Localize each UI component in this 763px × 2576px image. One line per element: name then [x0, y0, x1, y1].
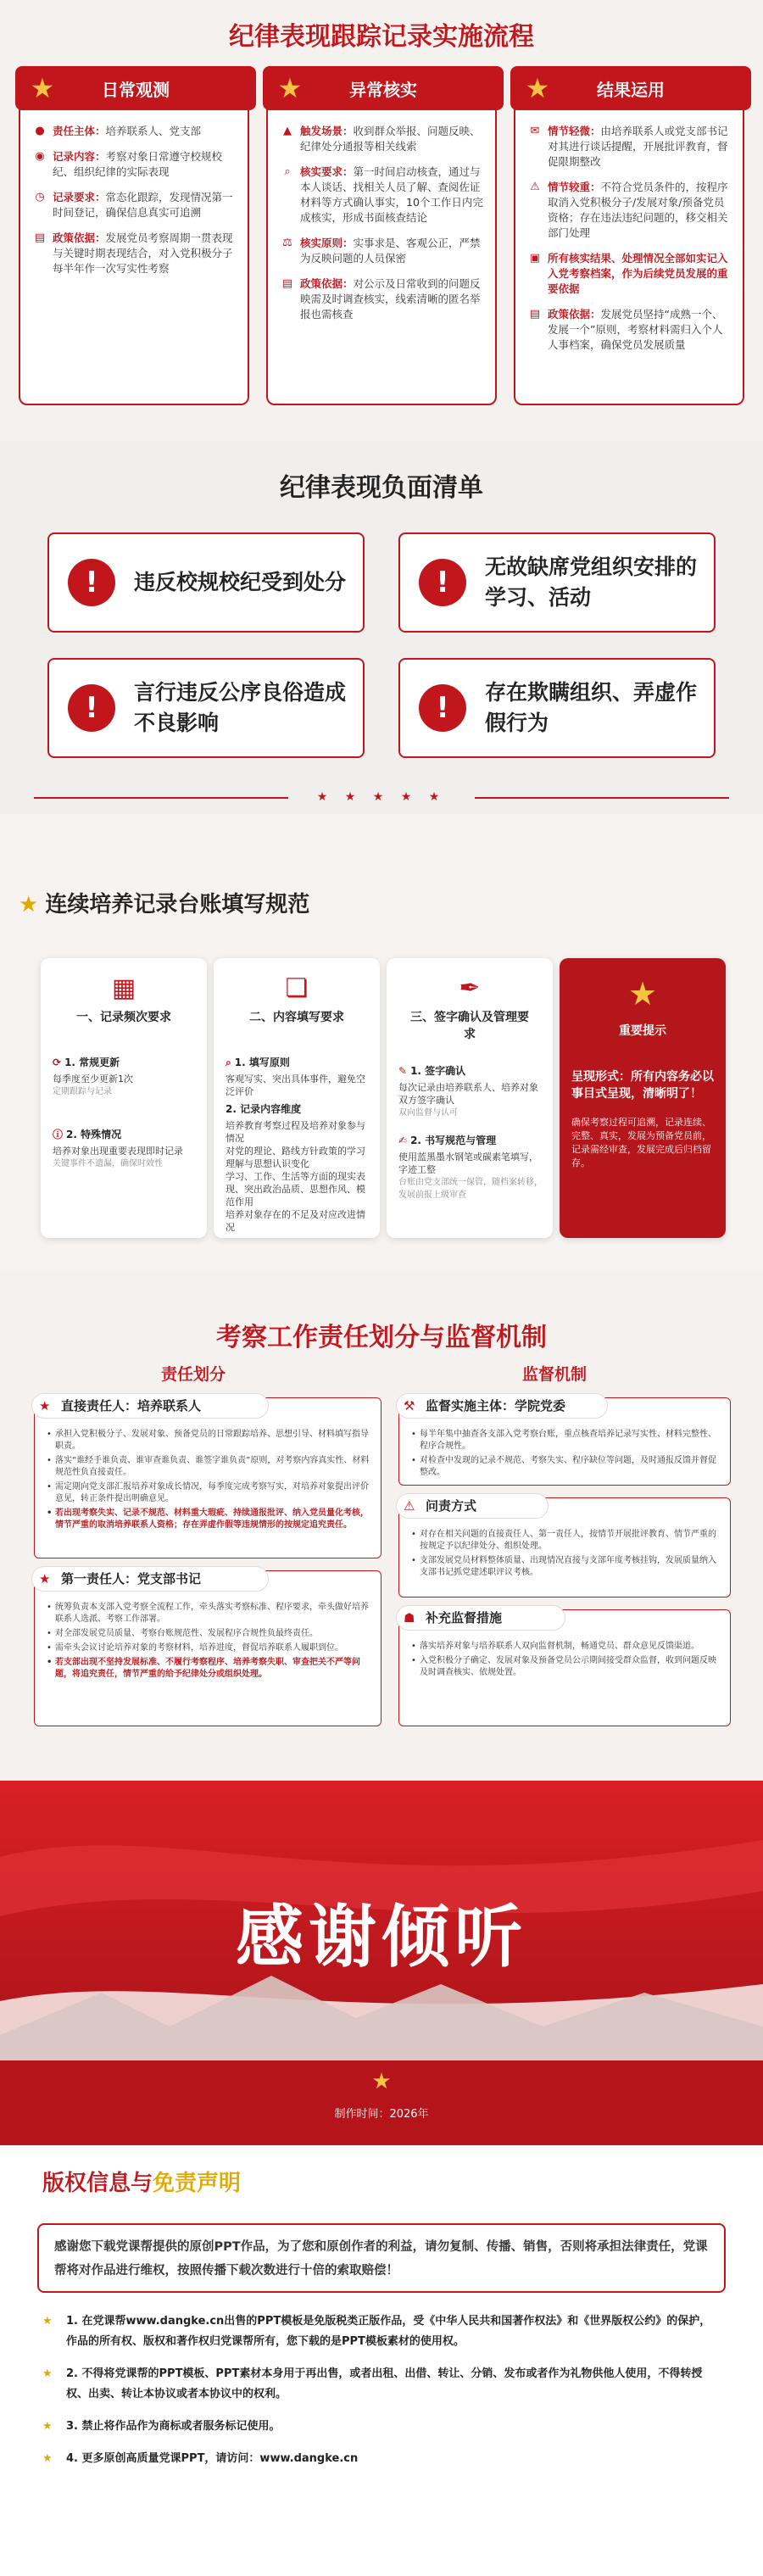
- column-anomaly-verify: [266, 66, 497, 405]
- star-icon: ★: [525, 72, 550, 104]
- refresh-icon: ⟳: [53, 1057, 62, 1068]
- list-item: • 落实培养对象与培养联系人双向监督机制，畅通党员、群众意见反馈渠道。: [411, 1641, 723, 1653]
- write-icon: ✍: [398, 1135, 408, 1146]
- column-head: ★ 结果运用: [510, 66, 751, 110]
- list-item: ★ 4. 更多原创高质量党课PPT，请访问：www.dangke.cn: [42, 2449, 721, 2469]
- process-section: [0, 0, 763, 441]
- star-icon: ★: [371, 2069, 392, 2094]
- copyright-section: [0, 2145, 763, 2576]
- panel-first-responsible: ★ 第一责任人：党支部书记 • 统筹负责本支部入党考察全流程工作，牵头落实考察标准、程序要求，牵头做好培养联系人选派、考察工作部署。 • 对全部发展党员质量、考察台账规范性、发展程序合规性负最终责任。 • 需牵头会议讨论培养对象的考察材料，培养进度，督促培养联系人履职到位。 • 若支部出现不坚持发展标准、不履行考察程序、培养考察失职、审查把关不严等问题，将追究责任，情节严重的给予纪律处分或组织处理。: [34, 1570, 382, 1726]
- responsibility-title: 考察工作责任划分与监督机制: [216, 1323, 547, 1352]
- list-item: • 每半年集中抽查各支部入党考察台账，重点核查培养记录写实性、材料完整性、程序合规性。: [411, 1429, 723, 1452]
- copyright-title: 版权信息与免责声明: [42, 2171, 242, 2196]
- list-item: • 入党积极分子确定、发展对象及预备党员公示期间接受群众监督，收到问题反映及时调查核实、依规处置。: [411, 1655, 723, 1679]
- list-item: • 对全部发展党员质量、考察台账规范性、发展程序合规性负最终责任。: [47, 1628, 374, 1640]
- card-title: 一、记录频次要求: [76, 1011, 171, 1024]
- negative-item: ! 违反校规校纪受到处分: [47, 532, 365, 633]
- calendar-icon: ▦: [111, 973, 136, 1003]
- star-icon: ★: [42, 2452, 53, 2465]
- process-title: 纪律表现跟踪记录实施流程: [229, 22, 534, 52]
- negative-item: ! 存在欺瞒组织、弄虚作假行为: [398, 658, 716, 758]
- chat-icon: ✉: [530, 125, 540, 137]
- star-icon: ★: [30, 72, 55, 104]
- star-icon: ★: [42, 2367, 53, 2380]
- exclamation-icon: !: [419, 684, 466, 732]
- list-item: ★ 2. 不得将党课帮的PPT模板、PPT素材本身用于再出售，或者出租、出借、转让、分销、发布或者作为礼物供他人使用，不得转授权、出卖、转让本协议或者本协议中的权利。: [42, 2364, 721, 2405]
- divider: [475, 797, 729, 799]
- star-icon: ★: [39, 1571, 51, 1586]
- warning-icon: ⚠: [404, 1498, 415, 1514]
- document-icon: ▤: [34, 231, 46, 244]
- ledger-title: ★ 连续培养记录台账填写规范: [19, 892, 310, 917]
- card-frequency: ▦ 一、记录频次要求 ⟳ 1. 常规更新 每季度至少更新1次 定期跟踪与记录 ⓘ 2. 特殊情况 培养对象出现重要表现即时记录 关键事件不遗漏，确保时效性: [41, 958, 207, 1238]
- column-result-usage: [514, 66, 744, 405]
- list-item: • 对存在相关问题的直接责任人、第一责任人，按情节开展批评教育、情节严重的按规定予以纪律处分、组织处理。: [411, 1529, 723, 1553]
- exclamation-icon: !: [419, 559, 466, 606]
- exclamation-icon: !: [68, 684, 115, 732]
- panel-accountability: ⚠ 问责方式 • 对存在相关问题的直接责任人、第一责任人，按情节开展批评教育、情节严重的按规定予以纪律处分、组织处理。 • 支部发展党员材料整体质量、出现情况直接与支部年度考核挂钩，发展质量纳入支部书记抓党建述职评议考核。: [398, 1497, 731, 1597]
- list-item: ▲ 触发场景：收到群众举报、问题反映、纪律处分通报等相关线索: [280, 124, 485, 154]
- alert-icon: ⓘ: [53, 1129, 64, 1140]
- list-item: • 承担入党积极分子、发展对象、预备党员的日常跟踪培养、思想引导、材料填写指导职责。: [47, 1429, 374, 1452]
- thanks-title: 感谢倾听: [236, 1898, 527, 1977]
- list-item: ▤ 政策依据：发展党员坚持“成熟一个、发展一个”原则，考察材料需归入个人人事档案，确保党员发展质量: [527, 307, 732, 353]
- pen-icon: ✎: [398, 1065, 408, 1077]
- list-item: • 若出现考察失实、记录不规范、材料重大瑕疵、持续通报批评、纳入党员量化考核，情节严重的取消培养联系人资格；存在弄虚作假等违规情形的按规定追究责任。: [47, 1508, 374, 1531]
- star-icon: ★: [277, 72, 303, 104]
- negative-list-section: [0, 441, 763, 814]
- ledger-section: [0, 814, 763, 1272]
- star-icon: ★: [627, 975, 658, 1012]
- column-head: ★ 异常核实: [263, 66, 504, 110]
- gavel-icon: ⚒: [404, 1398, 415, 1413]
- list-item: ★ 1. 在党课帮www.dangke.cn出售的PPT模板是免版税类正版作品，受《中华人民共和国著作权法》和《世界版权公约》的保护，作品的所有权、版权和著作权归党课帮所有，您下载的是PPT模板素材的使用权。: [42, 2311, 721, 2352]
- list-item: • 需牵头会议讨论培养对象的考察材料，培养进度，督促培养联系人履职到位。: [47, 1642, 374, 1654]
- list-item: ⚖ 核实原则：实事求是、客观公正，严禁为反映问题的人员保密: [280, 236, 485, 266]
- card-signature: ✒ 三、签字确认及管理要求 ✎ 1. 签字确认 每次记录由培养联系人、培养对象双方签字确认 双向监督与认可 ✍ 2. 书写规范与管理 使用蓝黑墨水钢笔或碳素笔填写，字迹工整 台账由党支部统一保管，随档案转移，发展前报上级审查: [387, 958, 553, 1238]
- eye-icon: ◉: [35, 150, 45, 163]
- card-title: 三、签字确认及管理要求: [410, 1011, 529, 1041]
- search-icon: ⌕: [284, 165, 291, 178]
- list-item: ⚠ 情节较重：不符合党员条件的，按程序取消入党积极分子/发展对象/预备党员资格；存在违法违纪问题的，移交相关部门处理: [527, 180, 732, 241]
- thanks-section: [0, 1781, 763, 2145]
- made-time: 制作时间：2026年: [334, 2108, 429, 2121]
- list-item: • 对检查中发现的记录不规范、考察失实、程序缺位等问题，及时通报反馈并督促整改。: [411, 1455, 723, 1479]
- star-icon: ★: [42, 2420, 53, 2433]
- scale-icon: ⚖: [282, 237, 292, 249]
- star-icon: ★: [42, 2315, 53, 2328]
- panel-supplement: ☗ 补充监督措施 • 落实培养对象与培养联系人双向监督机制，畅通党员、群众意见反馈渠道。 • 入党积极分子确定、发展对象及预备党员公示期间接受群众监督，收到问题反映及时调查核实、依规处置。: [398, 1609, 731, 1726]
- people-icon: ☗: [404, 1610, 415, 1625]
- column-daily-observe: [19, 66, 249, 405]
- panel-direct-responsible: ★ 直接责任人：培养联系人 • 承担入党积极分子、发展对象、预备党员的日常跟踪培养、思想引导、材料填写指导职责。 • 落实“谁经手谁负责、谁审查谁负责、谁签字谁负责”原则，对考察内容真实性、材料规范性负直接责任。 • 需定期向党支部汇报培养对象成长情况，每季度完成考察写实，对培养对象提出评价意见，转正条件提出明确意见。 • 若出现考察失实、记录不规范、材料重大瑕疵、持续通报批评、纳入党员量化考核，情节严重的取消培养联系人资格；存在弄虚作假等违规情形的按规定追究责任。: [34, 1397, 382, 1558]
- list-item: • 落实“谁经手谁负责、谁审查谁负责、谁签字谁负责”原则，对考察内容真实性、材料规范性负直接责任。: [47, 1455, 374, 1479]
- star-icon: ★: [39, 1398, 51, 1413]
- list-item: • 统筹负责本支部入党考察全流程工作，牵头落实考察标准、程序要求，牵头做好培养联系人选派、考察工作部署。: [47, 1602, 374, 1625]
- list-item: ◉ 记录内容：考察对象日常遵守校规校纪、组织纪律的实际表现: [32, 149, 237, 180]
- star-icon: ★: [19, 892, 39, 917]
- warning-icon: ⚠: [530, 181, 540, 193]
- card-content: ❏ 二、内容填写要求 ⌕ 1. 填写原则 客观写实、突出具体事件，避免空泛评价 2. 记录内容维度 培养教育考察过程及培养对象参与情况 对党的理论、路线方针政策的学习理解与思想认识变化 学习、工作、生活等方面的现实表现、突出政治品质、思想作风、模范作用 培养对象存在的不足及对应改进情况: [214, 958, 380, 1238]
- list-item: • 若支部出现不坚持发展标准、不履行考察程序、培养考察失职、审查把关不严等问题，将追究责任，情节严重的给予纪律处分或组织处理。: [47, 1657, 374, 1681]
- list-item: ✉ 情节轻微：由培养联系人或党支部书记对其进行谈话提醒，开展批评教育，督促限期整改: [527, 124, 732, 170]
- list-item: • 支部发展党员材料整体质量、出现情况直接与支部年度考核挂钩，发展质量纳入支部书记抓党建述职评议考核。: [411, 1555, 723, 1579]
- exclamation-icon: !: [68, 559, 115, 606]
- divider-stars-icon: ★ ★ ★ ★ ★: [316, 790, 447, 804]
- list-item: ▤ 政策依据：发展党员考察周期一贯表现与关键时期表现结合，对入党积极分子每半年作一次写实性考察: [32, 231, 237, 276]
- copyright-notice: 感谢您下载党课帮提供的原创PPT作品，为了您和原创作者的利益，请勿复制、传播、销售，否则将承担法律责任，党课帮将对作品进行维权，按照传播下载次数进行十倍的索取赔偿！: [37, 2223, 726, 2293]
- pen-icon: ✒: [459, 973, 481, 1003]
- list-item: ▣ 所有核实结果、处理情况全部如实记入入党考察档案，作为后续党员发展的重要依据: [527, 251, 732, 297]
- panel-supervisor: ⚒ 监督实施主体：学院党委 • 每半年集中抽查各支部入党考察台账，重点核查培养记录写实性、材料完整性、程序合规性。 • 对检查中发现的记录不规范、考察失实、程序缺位等问题，及时通报反馈并督促整改。: [398, 1397, 731, 1486]
- document-icon: ▤: [529, 308, 541, 321]
- list-item: ◷ 记录要求：常态化跟踪，发现情况第一时间登记，确保信息真实可追溯: [32, 190, 237, 220]
- list-item: ▤ 政策依据：对公示及日常收到的问题反映需及时调查核实，线索清晰的匿名举报也需核查: [280, 276, 485, 322]
- document-icon: ▤: [281, 277, 293, 290]
- card-title: 二、内容填写要求: [249, 1011, 344, 1024]
- user-icon: ●: [35, 125, 45, 137]
- clock-icon: ◷: [35, 191, 45, 204]
- list-item: ★ 3. 禁止将作品作为商标或者服务标记使用。: [42, 2417, 721, 2437]
- negative-list-title: 纪律表现负面清单: [280, 473, 483, 503]
- card-important-tip: ★ 重要提示 呈现形式：所有内容务必以事目式呈现，清晰明了！ 确保考察过程可追溯，记录连续、完整、真实，发展为预备党员前，记录需经审查，发展完成后归档留存。: [560, 958, 726, 1238]
- column-head: ★ 日常观测: [15, 66, 256, 110]
- alarm-icon: ▲: [283, 125, 292, 137]
- left-subheading: 责任划分: [161, 1365, 226, 1384]
- list-item: ● 责任主体：培养联系人、党支部: [32, 124, 237, 139]
- list-item: • 需定期向党支部汇报培养对象成长情况，每季度完成考察写实，对培养对象提出评价意见，转正条件提出明确意见。: [47, 1481, 374, 1505]
- book-icon: ❏: [285, 973, 309, 1003]
- list-item: ⌕ 核实要求：第一时间启动核查，通过与本人谈话、找相关人员了解、查阅佐证材料等方式确认事实，10个工作日内完成核实，形成书面核查结论: [280, 164, 485, 226]
- card-title: 重要提示: [619, 1024, 666, 1038]
- right-subheading: 监督机制: [522, 1365, 588, 1384]
- archive-icon: ▣: [529, 252, 541, 265]
- negative-item: ! 言行违反公序良俗造成不良影响: [47, 658, 365, 758]
- responsibility-section: [0, 1272, 763, 1781]
- search-icon: ⌕: [226, 1057, 231, 1068]
- negative-item: ! 无故缺席党组织安排的学习、活动: [398, 532, 716, 633]
